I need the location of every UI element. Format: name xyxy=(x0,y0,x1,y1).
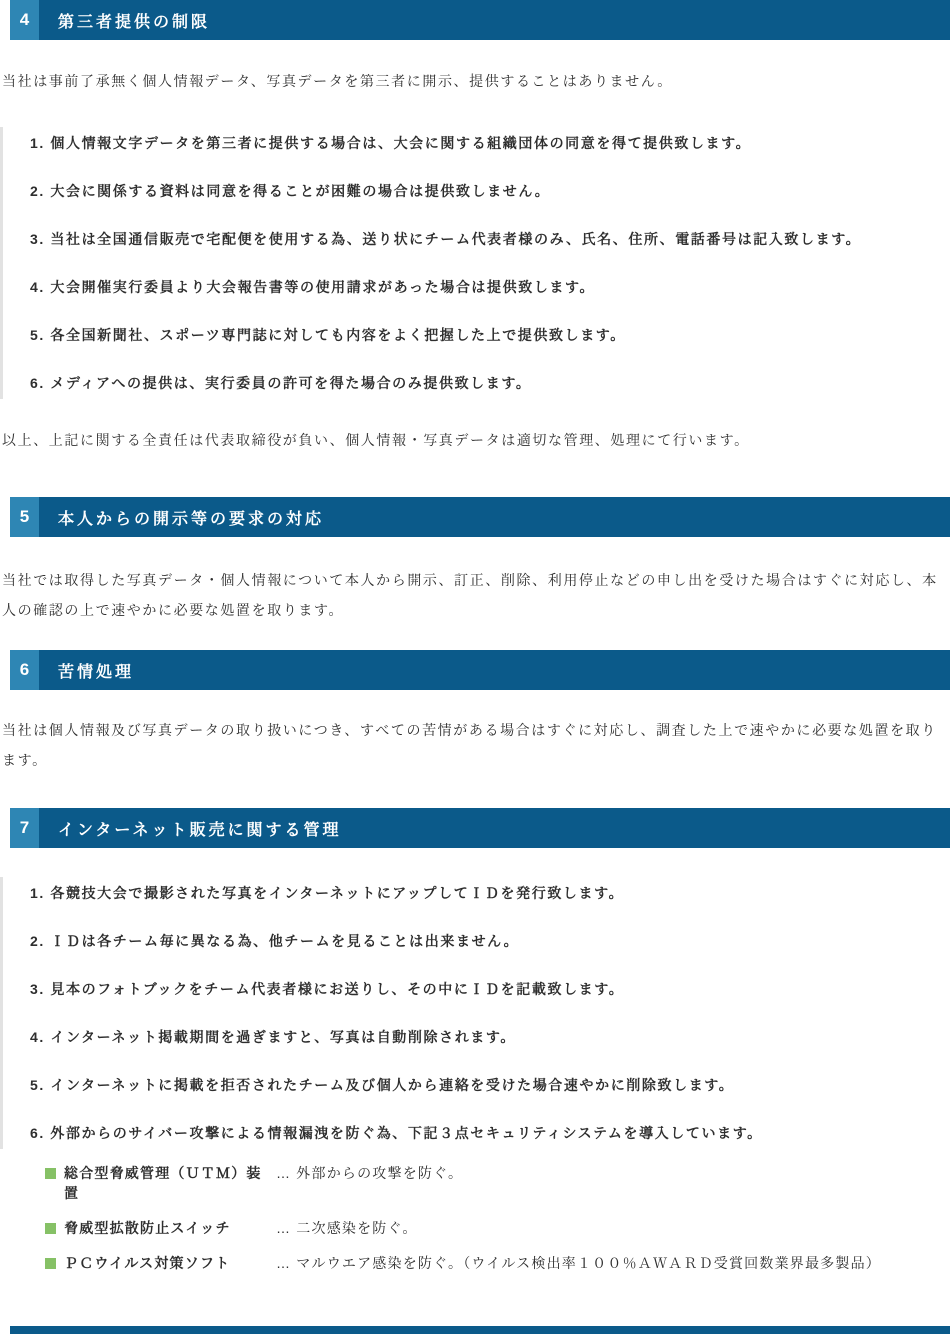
section-7-number-badge: 7 xyxy=(10,808,39,848)
green-square-bullet-icon xyxy=(45,1223,56,1234)
section-7-header xyxy=(10,808,950,848)
security-item-description: … マルウエア感染を防ぐ。（ウイルス検出率１００％ＡＷＡＲＤ受賞回数業界最多製品） xyxy=(276,1255,881,1271)
bottom-divider-bar xyxy=(10,1326,950,1334)
list-item: 1. 各競技大会で撮影された写真をインターネットにアップしてＩＤを発行致します。 xyxy=(30,885,625,901)
security-item-label: 脅威型拡散防止スイッチ xyxy=(64,1220,231,1236)
list-item: 6. メディアへの提供は、実行委員の許可を得た場合のみ提供致します。 xyxy=(30,375,532,391)
section-5-number-badge: 5 xyxy=(10,497,39,537)
security-item-description: … 二次感染を防ぐ。 xyxy=(276,1220,418,1236)
section-4-intro-paragraph: 当社は事前了承無く個人情報データ、写真データを第三者に開示、提供することはありません。 xyxy=(2,73,673,89)
security-item xyxy=(45,1218,950,1238)
security-item-label: 総合型脅威管理（ＵＴＭ）装置 xyxy=(64,1165,262,1201)
list-item: 2. 大会に関係する資料は同意を得ることが困難の場合は提供致しません。 xyxy=(30,183,551,199)
section-5-header xyxy=(10,497,950,537)
security-item xyxy=(45,1253,950,1273)
section-6-header xyxy=(10,650,950,690)
list-item: 1. 個人情報文字データを第三者に提供する場合は、大会に関する組織団体の同意を得て提供致します。 xyxy=(30,135,752,151)
section-7-title: インターネット販売に関する管理 xyxy=(58,821,342,839)
green-square-bullet-icon xyxy=(45,1168,56,1179)
security-item xyxy=(45,1163,950,1203)
list-item: 3. 当社は全国通信販売で宅配便を使用する為、送り状にチーム代表者様のみ、氏名、住所、電話番号は記入致します。 xyxy=(30,231,862,247)
list-item: 4. 大会開催実行委員より大会報告書等の使用請求があった場合は提供致します。 xyxy=(30,279,596,295)
section-6-title: 苦情処理 xyxy=(58,663,135,681)
section-4-header xyxy=(10,0,950,40)
list-item: 4. インターネット掲載期間を過ぎますと、写真は自動削除されます。 xyxy=(30,1029,516,1045)
security-item-description: … 外部からの攻撃を防ぐ。 xyxy=(276,1165,464,1181)
section-4-number-badge: 4 xyxy=(10,0,39,40)
security-systems-list xyxy=(45,1163,950,1273)
list-item: 6. 外部からのサイバー攻撃による情報漏洩を防ぐ為、下記３点セキュリティシステムを導入しています。 xyxy=(30,1125,763,1141)
section-6-body-paragraph: 当社は個人情報及び写真データの取り扱いにつき、すべての苦情がある場合はすぐに対応し、調査した上で速やかに必要な処置を取ります。 xyxy=(2,722,937,768)
security-item-label: ＰＣウイルス対策ソフト xyxy=(64,1255,231,1271)
list-item: 5. インターネットに掲載を拒否されたチーム及び個人から連絡を受けた場合速やかに削除致します。 xyxy=(30,1077,735,1093)
section-5-body-paragraph: 当社では取得した写真データ・個人情報について本人から開示、訂正、削除、利用停止などの申し出を受けた場合はすぐに対応し、本人の確認の上で速やかに必要な処置を取ります。 xyxy=(2,572,938,618)
section-7-numbered-list xyxy=(0,877,950,1149)
list-item: 5. 各全国新聞社、スポーツ専門誌に対しても内容をよく把握した上で提供致します。 xyxy=(30,327,626,343)
list-item: 2. ＩＤは各チーム毎に異なる為、他チームを見ることは出来ません。 xyxy=(30,933,520,949)
section-4-title: 第三者提供の制限 xyxy=(58,13,211,31)
section-6-number-badge: 6 xyxy=(10,650,39,690)
section-4-numbered-list xyxy=(0,127,950,399)
section-5-title: 本人からの開示等の要求の対応 xyxy=(58,510,325,528)
list-item: 3. 見本のフォトブックをチーム代表者様にお送りし、その中にＩＤを記載致します。 xyxy=(30,981,625,997)
green-square-bullet-icon xyxy=(45,1258,56,1269)
section-4-closing-paragraph: 以上、上記に関する全責任は代表取締役が負い、個人情報・写真データは適切な管理、処理にて行います。 xyxy=(2,432,750,448)
